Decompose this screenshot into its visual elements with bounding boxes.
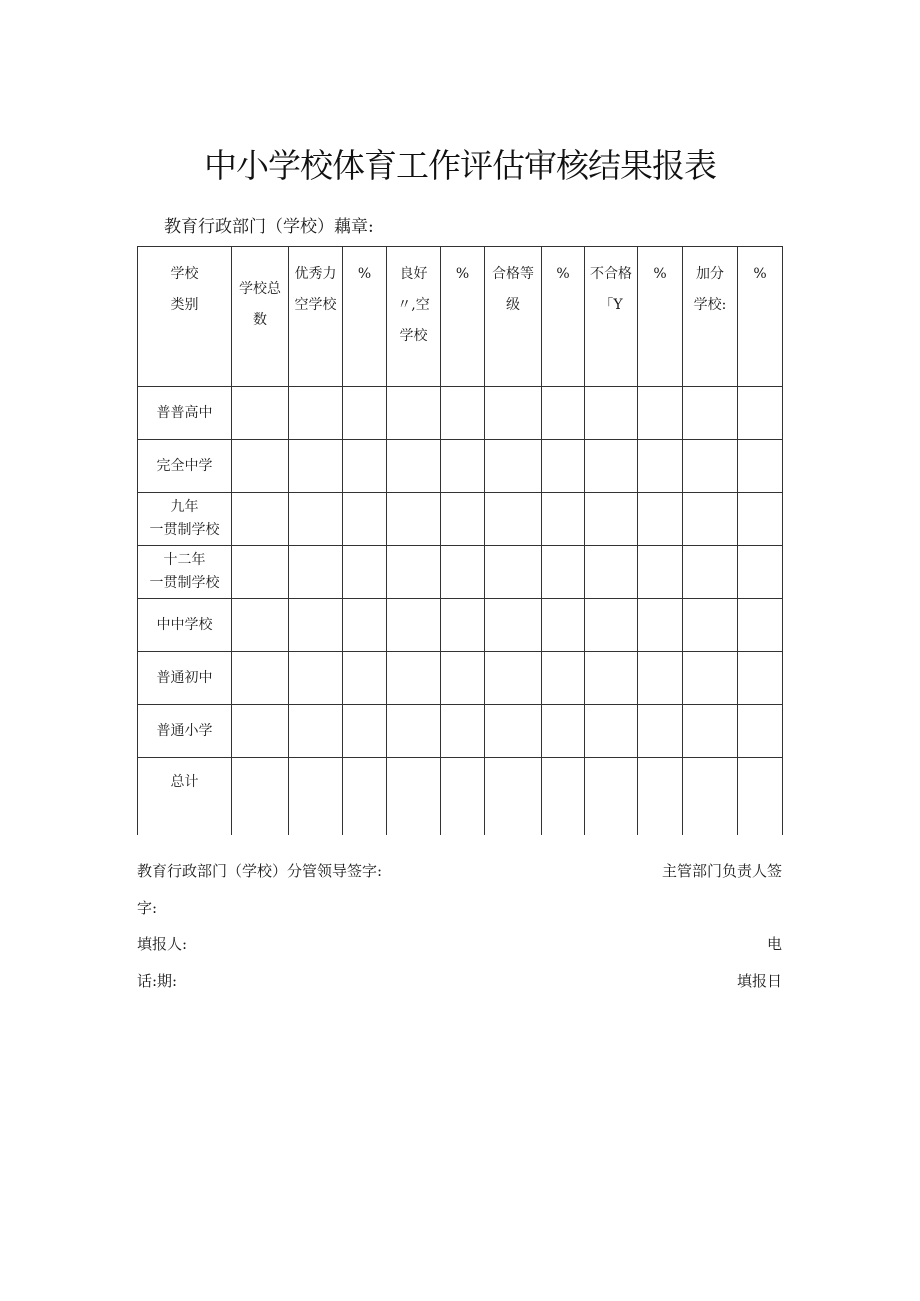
table-cell xyxy=(738,493,783,546)
table-cell xyxy=(683,705,738,758)
header-row xyxy=(138,247,783,387)
table-cell xyxy=(441,440,485,493)
header-percent: % xyxy=(357,266,372,282)
total-label: 总计 xyxy=(170,774,199,790)
header-school-type: 学校 类别 xyxy=(170,266,199,313)
table-cell xyxy=(289,387,343,440)
table-cell xyxy=(585,652,638,705)
fill-date-label: 填报日 xyxy=(736,972,782,990)
table-cell xyxy=(387,493,441,546)
row-label-cell xyxy=(138,652,232,705)
table-cell xyxy=(738,599,783,652)
table-cell xyxy=(232,705,289,758)
table-cell xyxy=(683,599,738,652)
table-cell xyxy=(441,758,485,836)
table-cell xyxy=(542,493,585,546)
table-cell xyxy=(638,599,683,652)
table-cell xyxy=(232,387,289,440)
table-cell xyxy=(585,387,638,440)
table-cell xyxy=(638,440,683,493)
table-cell xyxy=(232,652,289,705)
table-cell xyxy=(485,599,542,652)
table-cell xyxy=(638,758,683,836)
table-cell xyxy=(683,440,738,493)
table-cell xyxy=(542,652,585,705)
table-cell xyxy=(585,493,638,546)
header-fail: 不合格 「Y xyxy=(590,266,632,313)
table-cell xyxy=(638,705,683,758)
row-label: 普普高中 xyxy=(156,404,213,421)
table-cell xyxy=(485,758,542,836)
header-cell xyxy=(343,247,387,387)
table-row xyxy=(138,599,783,652)
total-row xyxy=(138,758,783,836)
table-cell xyxy=(441,599,485,652)
row-label: 中中学校 xyxy=(156,616,213,633)
table-cell xyxy=(738,387,783,440)
table-cell xyxy=(738,652,783,705)
table-cell xyxy=(343,440,387,493)
table-cell xyxy=(485,440,542,493)
table-cell xyxy=(542,599,585,652)
header-percent: % xyxy=(556,266,570,282)
header-cell xyxy=(585,247,638,387)
table-cell xyxy=(441,652,485,705)
table-cell xyxy=(683,387,738,440)
row-label: 普通初中 xyxy=(156,669,213,686)
table-cell xyxy=(387,599,441,652)
row-label: 完全中学 xyxy=(156,457,213,474)
table-row xyxy=(138,440,783,493)
header-good: 良好 〃,空 学校 xyxy=(397,266,430,344)
row-label: 十二年 一贯制学校 xyxy=(149,552,220,591)
header-cell xyxy=(638,247,683,387)
phone-date-label: 话:期: xyxy=(137,972,178,990)
table-cell xyxy=(232,440,289,493)
row-label-cell xyxy=(138,599,232,652)
table-row xyxy=(138,652,783,705)
table-cell xyxy=(387,440,441,493)
header-cell xyxy=(387,247,441,387)
table-cell xyxy=(485,546,542,599)
table-cell xyxy=(683,758,738,836)
row-label-cell xyxy=(138,758,232,836)
filler-label: 填报人: xyxy=(137,935,188,953)
table-cell xyxy=(387,758,441,836)
row-label-cell xyxy=(138,387,232,440)
header-cell xyxy=(441,247,485,387)
table-cell xyxy=(343,387,387,440)
table-row xyxy=(138,493,783,546)
head-signature-label: 主管部门负责人签 xyxy=(661,862,782,880)
header-cell xyxy=(738,247,783,387)
table-cell xyxy=(738,546,783,599)
table-cell xyxy=(638,387,683,440)
table-cell xyxy=(387,705,441,758)
table-cell xyxy=(232,546,289,599)
header-percent: % xyxy=(753,266,767,282)
header-cell xyxy=(289,247,343,387)
table-cell xyxy=(485,652,542,705)
table-cell xyxy=(441,546,485,599)
table-cell xyxy=(343,493,387,546)
table-cell xyxy=(343,599,387,652)
table-cell xyxy=(585,546,638,599)
table-cell xyxy=(585,705,638,758)
table-cell xyxy=(441,493,485,546)
row-label: 普通小学 xyxy=(156,722,213,739)
table-cell xyxy=(585,758,638,836)
table-cell xyxy=(289,440,343,493)
table-cell xyxy=(542,758,585,836)
table-cell xyxy=(542,546,585,599)
header-percent: % xyxy=(653,266,667,282)
table-cell xyxy=(585,440,638,493)
table-cell xyxy=(232,599,289,652)
row-label-cell xyxy=(138,440,232,493)
table-cell xyxy=(289,758,343,836)
row-label: 九年 一贯制学校 xyxy=(149,499,220,538)
table-cell xyxy=(638,493,683,546)
report-table xyxy=(137,246,783,835)
table-cell xyxy=(289,493,343,546)
table-cell xyxy=(585,599,638,652)
table-cell xyxy=(683,652,738,705)
header-cell xyxy=(485,247,542,387)
table-cell xyxy=(289,546,343,599)
table-row xyxy=(138,546,783,599)
table-cell xyxy=(738,440,783,493)
table-cell xyxy=(485,387,542,440)
table-cell xyxy=(289,652,343,705)
table-cell xyxy=(485,493,542,546)
table-cell xyxy=(638,546,683,599)
row-label-cell xyxy=(138,546,232,599)
table-cell xyxy=(343,758,387,836)
table-row xyxy=(138,705,783,758)
row-label-cell xyxy=(138,705,232,758)
table-cell xyxy=(542,440,585,493)
header-bonus: 加分 学校: xyxy=(693,266,727,313)
table-cell xyxy=(738,705,783,758)
leader-signature-label: 教育行政部门（学校）分管领导签字: xyxy=(137,862,383,880)
row-label-cell xyxy=(138,493,232,546)
table-cell xyxy=(232,758,289,836)
table-cell xyxy=(232,493,289,546)
table-cell xyxy=(638,652,683,705)
header-cell xyxy=(138,247,232,387)
header-cell xyxy=(232,247,289,387)
table-cell xyxy=(683,546,738,599)
table-cell xyxy=(542,387,585,440)
table-cell xyxy=(289,705,343,758)
header-percent: % xyxy=(455,266,470,282)
table-cell xyxy=(343,652,387,705)
table-row xyxy=(138,387,783,440)
header-excellent: 优秀力 空学校 xyxy=(294,266,337,313)
header-cell xyxy=(542,247,585,387)
table-cell xyxy=(738,758,783,836)
table-cell xyxy=(343,546,387,599)
signature-continuation: 字: xyxy=(137,899,158,917)
header-total-schools: 学校总 数 xyxy=(239,281,281,328)
table-cell xyxy=(441,705,485,758)
phone-label-start: 电 xyxy=(766,935,782,953)
header-cell xyxy=(683,247,738,387)
table-cell xyxy=(683,493,738,546)
seal-label: 教育行政部门（学校）藕章: xyxy=(164,217,374,237)
table-cell xyxy=(485,705,542,758)
table-cell xyxy=(542,705,585,758)
table-cell xyxy=(387,546,441,599)
table-cell xyxy=(387,387,441,440)
table-cell xyxy=(289,599,343,652)
page-title: 中小学校体育工作评估审核结果报表 xyxy=(204,146,716,185)
table-cell xyxy=(387,652,441,705)
table-cell xyxy=(343,705,387,758)
header-pass: 合格等 级 xyxy=(492,266,534,313)
table-cell xyxy=(441,387,485,440)
